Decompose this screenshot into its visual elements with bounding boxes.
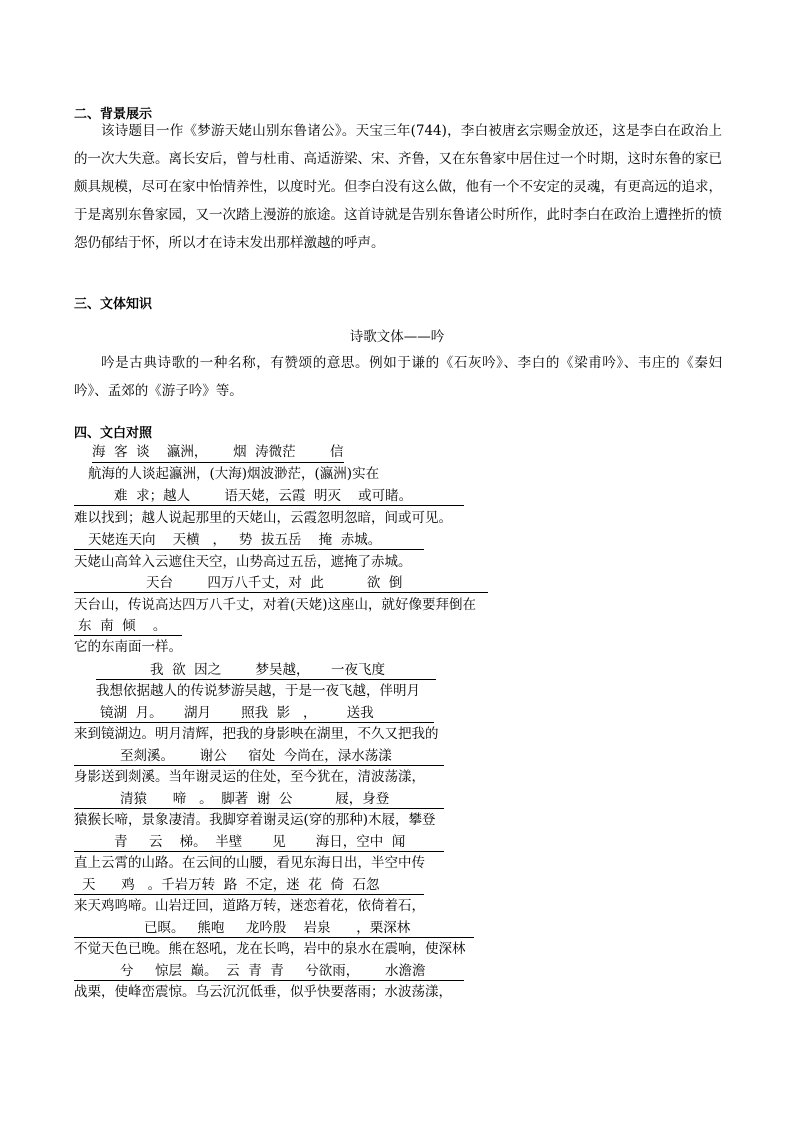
- original-line: 天台 四万八千丈，对 此 欲 倒: [74, 573, 488, 593]
- original-line: 已暝。 熊咆 龙吟殷 岩泉 ，栗深林: [74, 918, 474, 938]
- translation-line: 它的东南面一样。: [74, 639, 182, 655]
- section-heading-genre: 三、文体知识: [74, 297, 153, 312]
- translation-line: 战栗，使峰峦震惊。乌云沉沉低垂，似乎快要落雨；水波荡漾，: [74, 984, 452, 1000]
- original-line: 难 求；越人 语天姥，云霞 明灭 或可睹。: [74, 486, 464, 506]
- original-line: 天姥连天向 天横 ， 势 拔五岳 掩 赤城。: [74, 530, 424, 550]
- original-line: 清猿 啼 。 脚著 谢 公 屐，身登: [74, 789, 444, 809]
- genre-subtitle: 诗歌文体——吟: [349, 329, 445, 345]
- translation-line: 身影送到剡溪。当年谢灵运的住处，至今犹在，清波荡漾，: [74, 769, 425, 785]
- translation-line: 天姥山高耸入云遮住天空，山势高过五岳，遮掩了赤城。: [74, 554, 412, 570]
- translation-line: 来到镜湖边。明月清辉，把我的身影映在湖里，不久又把我的: [74, 726, 439, 742]
- translation-line: 不觉天色已晚。熊在怒吼，龙在长鸣，岩中的泉水在震响，使深林: [74, 941, 466, 957]
- translation-line: 猿猴长啼，景象凄清。我脚穿着谢灵运(穿的那种)木屐，攀登: [74, 812, 436, 828]
- original-line: 镜湖 月。 湖月 照我 影 ， 送我: [74, 703, 434, 723]
- original-line: 我 欲 因之 梦吴越， 一夜飞度: [96, 660, 436, 680]
- original-line: 天 鸡 。千岩万转 路 不定，迷 花 倚 石忽: [74, 875, 424, 895]
- translation-line: 来天鸡鸣啼。山岩迂回，道路万转，迷恋着花，依倚着石，: [74, 898, 425, 914]
- translation-line: 我想依据越人的传说梦游吴越，于是一夜飞越，伴明月: [96, 683, 420, 699]
- translation-line: 天台山，传说高达四万八千丈，对着(天姥)这座山，就好像要拜倒在: [74, 597, 477, 613]
- translation-line: 航海的人谈起瀛洲，(大海)烟波渺茫，(瀛洲)实在: [88, 466, 380, 482]
- background-paragraph: 该诗题目一作《梦游天姥山别东鲁诸公》。天宝三年(744)，李白被唐玄宗赐金放还，这是李白在政治上的一次大失意。离长安后，曾与杜甫、高适游梁、宋、齐鲁，又在东鲁家中居住过一个时期，这时东鲁的家已颇具规模，尽可在家中怡情养性，以度时光。但李白没有这么做，他有一个不安定的灵魂，有更高远的追求，于是离别东鲁家园，又一次踏上漫游的旅途。这首诗就是告别东鲁诸公时所作，此时李白在政治上遭挫折的愤怨仍郁结于怀，所以才在诗末发出那样激越的呼声。: [74, 123, 722, 251]
- genre-paragraph: 吟是古典诗歌的一种名称，有赞颂的意思。例如于谦的《石灰吟》、李白的《梁甫吟》、韦庄的《秦妇吟》、孟郊的《游子吟》等。: [74, 355, 722, 399]
- original-line: 青 云 梯。 半壁 见 海日，空中 闻: [74, 832, 444, 852]
- translation-line: 直上云霄的山路。在云间的山腰，看见东海日出，半空中传: [74, 855, 425, 871]
- original-line: 至剡溪。 谢公 宿处 今尚在，渌水荡漾: [74, 746, 444, 766]
- section-heading-translation: 四、文白对照: [74, 426, 153, 441]
- section-heading-background: 二、背景展示: [74, 107, 153, 122]
- original-line: 海 客 谈 瀛洲， 烟 涛微茫 信: [92, 442, 344, 463]
- original-line: 东 南 倾 。: [74, 616, 182, 636]
- translation-line: 难以找到；越人说起那里的天姥山，云霞忽明忽暗，间或可见。: [74, 510, 452, 526]
- original-line: 兮 惊层 巅。 云 青 青 兮欲雨， 水澹澹: [74, 961, 464, 981]
